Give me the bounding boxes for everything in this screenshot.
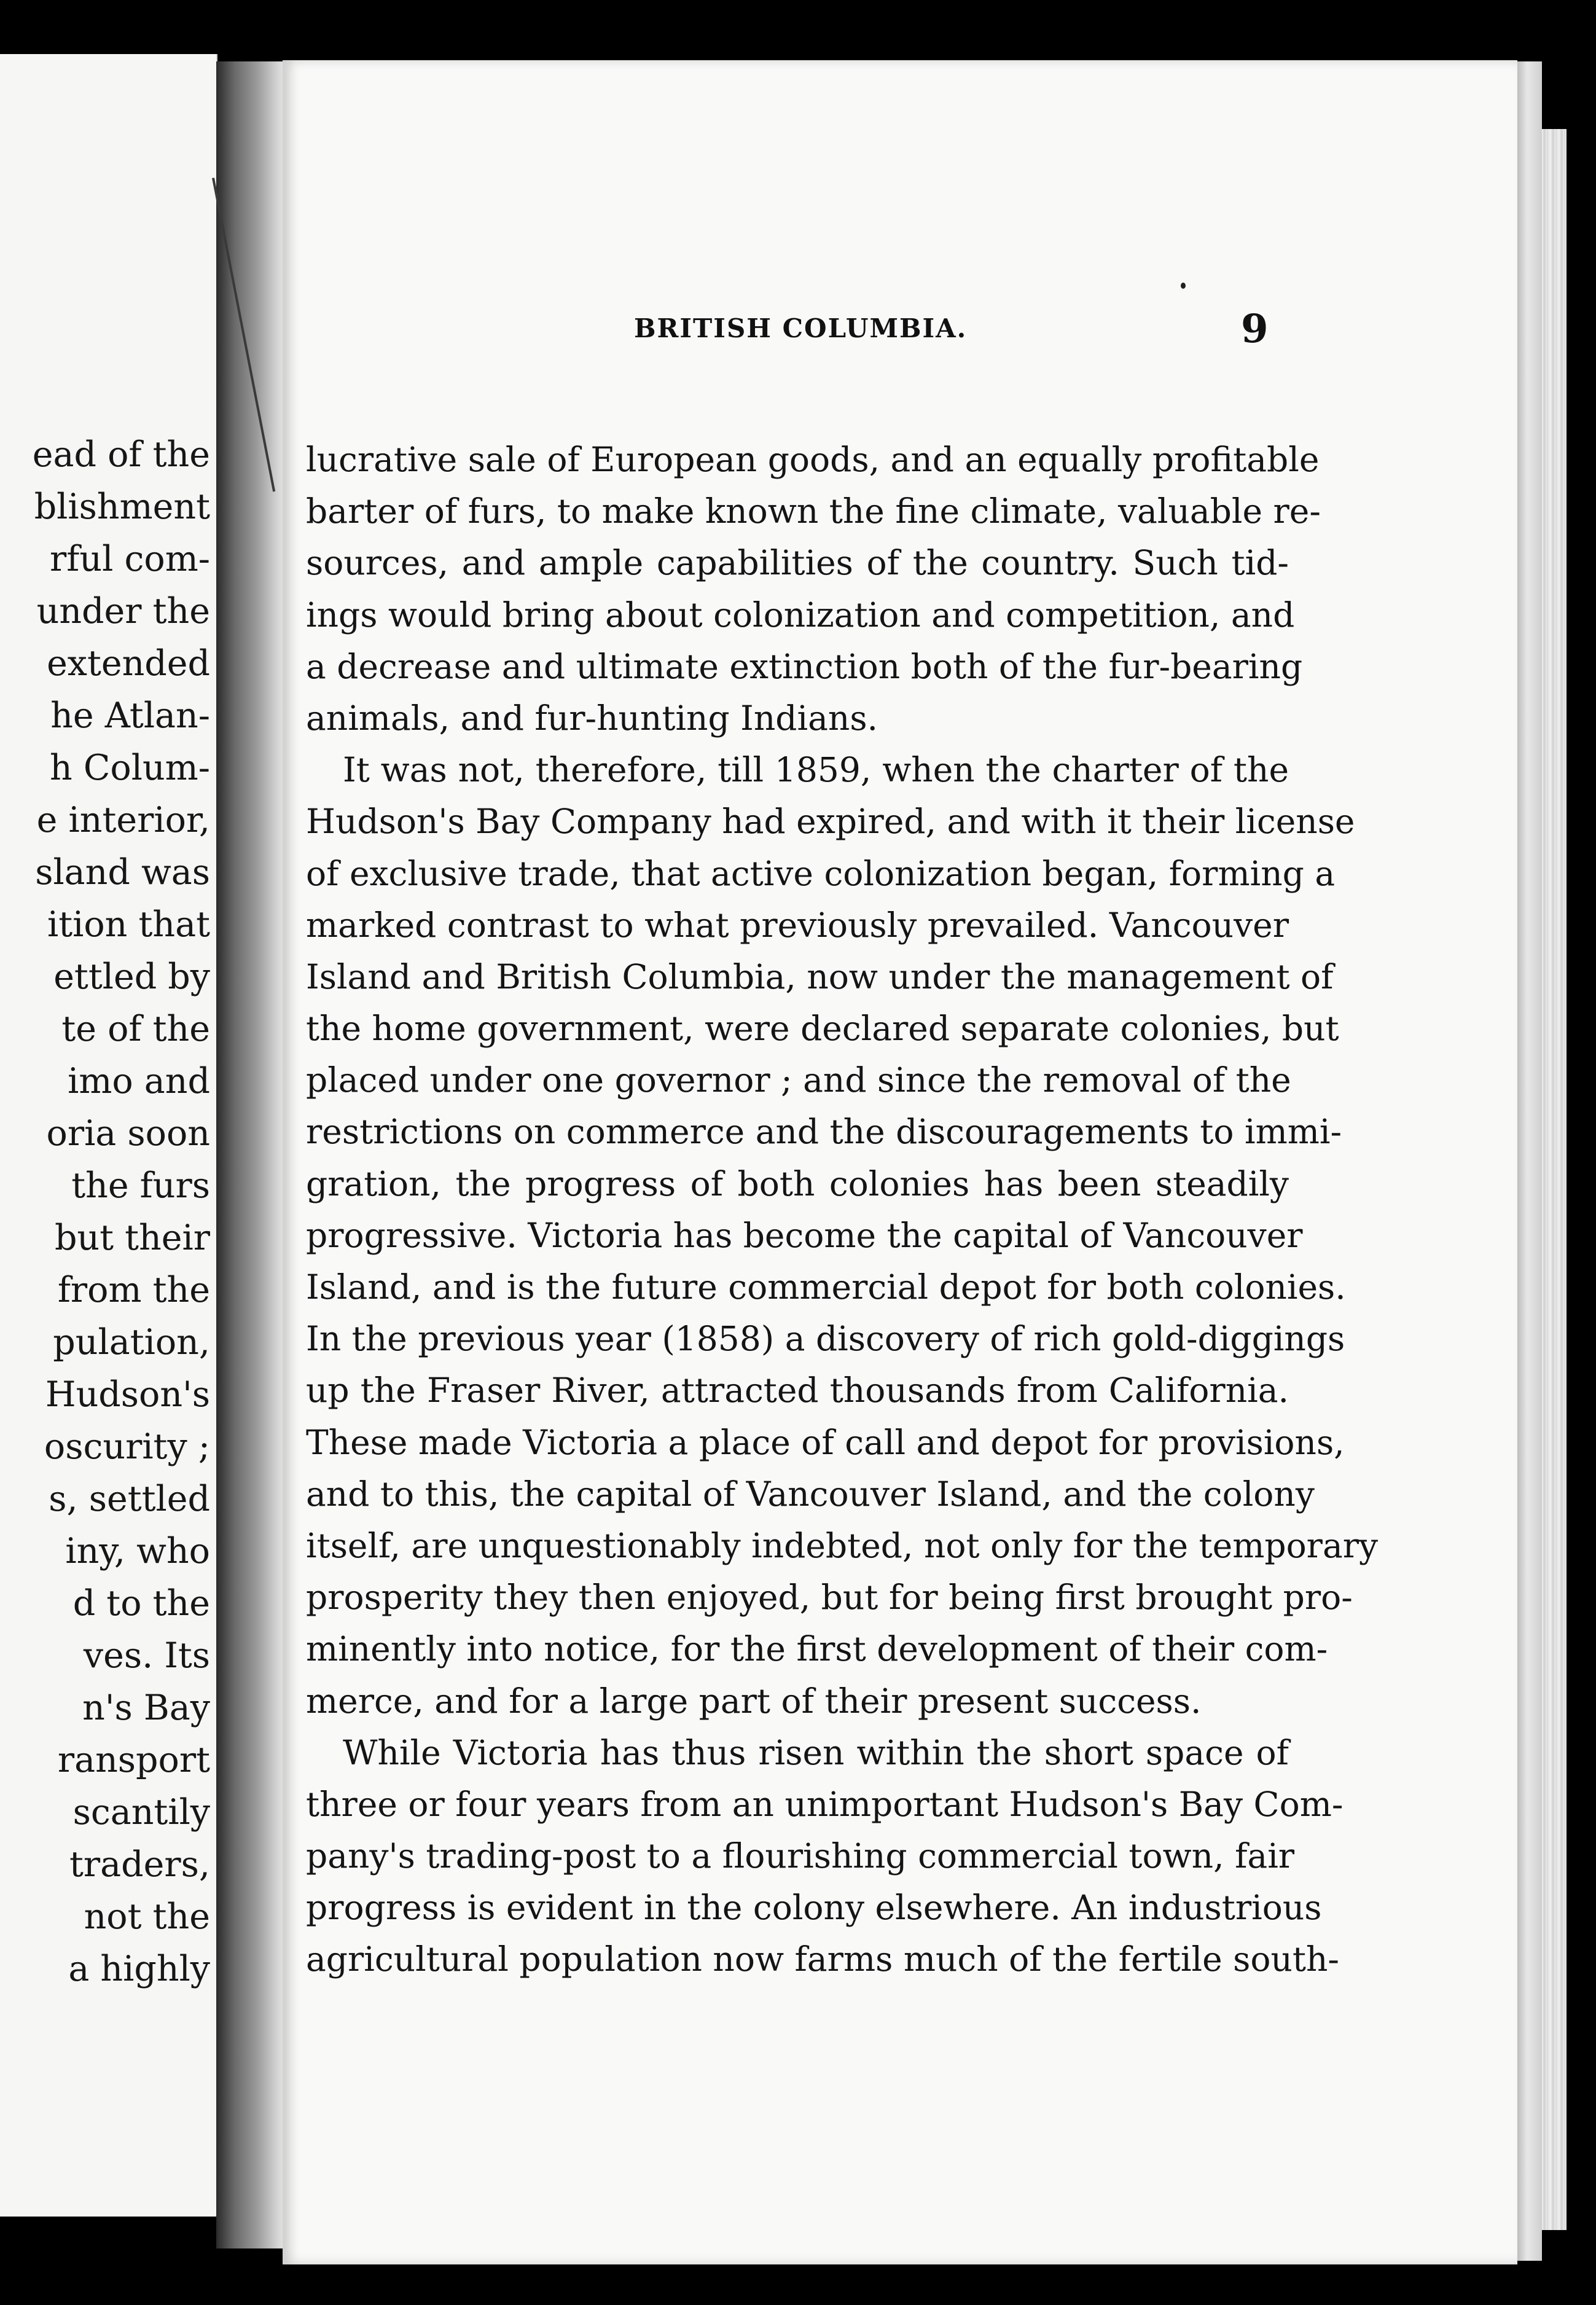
text-line: lucrative sale of European goods, and an equally profitable — [306, 440, 1320, 479]
left-page-line: imo and — [68, 1061, 210, 1102]
left-page-line: from the — [57, 1270, 210, 1310]
page-edge-shadow — [1517, 61, 1542, 2261]
text-line: and to this, the capital of Vancouver Island, and the colony — [306, 1474, 1315, 1514]
left-page-line: pulation, — [53, 1322, 210, 1363]
left-page-line: not the — [84, 1896, 210, 1937]
left-page-line: d to the — [72, 1583, 210, 1624]
left-page-line: rful com- — [50, 539, 210, 579]
left-page-text — [7, 429, 210, 1995]
left-page-line: a highly — [68, 1949, 210, 1989]
ink-speck — [1181, 283, 1186, 289]
left-page-line: ettled by — [53, 957, 210, 997]
running-title: BRITISH COLUMBIA. — [634, 313, 968, 343]
text-line: ings would bring about colonization and competition, and — [306, 595, 1295, 635]
left-page-line: te of the — [61, 1009, 210, 1049]
left-page-line: traders, — [69, 1844, 210, 1885]
left-page-line: scantily — [72, 1792, 210, 1833]
text-line: While Victoria has thus risen within the short space of — [343, 1732, 1289, 1772]
text-line: prosperity they then enjoyed, but for being first brought pro- — [306, 1578, 1353, 1618]
left-page-line: but their — [54, 1218, 210, 1258]
text-line: the home government, were declared separate colonies, but — [306, 1009, 1339, 1049]
text-line: progressive. Victoria has become the capital of Vancouver — [306, 1215, 1303, 1255]
text-line: Island, and is the future commercial depot for both colonies. — [306, 1267, 1346, 1307]
text-line: It was not, therefore, till 1859, when the charter of the — [343, 750, 1289, 790]
text-line: pany's trading-post to a flourishing commercial town, fair — [306, 1836, 1295, 1876]
left-page-line: ition that — [47, 904, 210, 945]
left-page-line: s, settled — [49, 1479, 210, 1519]
text-line: gration, the progress of both colonies has been steadily — [306, 1164, 1289, 1203]
text-line: Island and British Columbia, now under the management of — [306, 957, 1334, 996]
text-line: merce, and for a large part of their present success. — [306, 1681, 1202, 1721]
text-line: a decrease and ultimate extinction both of the fur-bearing — [306, 646, 1303, 686]
page-number: 9 — [1241, 306, 1269, 352]
text-line: marked contrast to what previously prevailed. Vancouver — [306, 905, 1289, 945]
left-page-line: blishment — [34, 487, 210, 527]
text-line: minently into notice, for the first development of their com- — [306, 1629, 1328, 1669]
text-line: progress is evident in the colony elsewhere. An industrious — [306, 1888, 1322, 1928]
main-page — [283, 60, 1517, 2264]
left-page-line: ves. Its — [83, 1635, 210, 1676]
text-line: sources, and ample capabilities of the country. Such tid- — [306, 543, 1289, 583]
text-line: These made Victoria a place of call and depot for provisions, — [306, 1422, 1345, 1462]
left-page-line: Hudson's — [45, 1374, 210, 1415]
left-page-line: ead of the — [32, 434, 210, 475]
text-line: placed under one governor ; and since the removal of the — [306, 1060, 1291, 1100]
left-page — [0, 54, 217, 2217]
left-page-line: ransport — [57, 1740, 210, 1780]
left-page-line: n's Bay — [82, 1688, 210, 1728]
text-line: barter of furs, to make known the fine climate, valuable re- — [306, 491, 1321, 531]
left-page-line: extended — [47, 643, 210, 684]
left-page-line: the furs — [71, 1165, 210, 1206]
left-page-line: under the — [36, 591, 210, 632]
left-page-line: e interior, — [36, 800, 210, 840]
text-line: up the Fraser River, attracted thousands from California. — [306, 1371, 1289, 1411]
left-page-line: sland was — [35, 852, 210, 893]
body-text — [306, 434, 1379, 1986]
left-page-line: h Colum- — [49, 748, 210, 788]
text-line: itself, are unquestionably indebted, not only for the temporary — [306, 1525, 1379, 1565]
text-line: agricultural population now farms much of the fertile south- — [306, 1939, 1339, 1979]
left-page-line: iny, who — [65, 1531, 210, 1571]
text-line: of exclusive trade, that active colonization began, forming a — [306, 853, 1336, 893]
text-line: Hudson's Bay Company had expired, and with it their license — [306, 802, 1355, 842]
text-line: In the previous year (1858) a discovery of rich gold-diggings — [306, 1319, 1345, 1359]
left-page-line: oria soon — [46, 1113, 210, 1154]
left-page-line: he Atlan- — [50, 695, 210, 736]
running-head — [283, 306, 1517, 361]
text-line: three or four years from an unimportant Hudson's Bay Com- — [306, 1784, 1344, 1824]
text-line: restrictions on commerce and the discouragements to immi- — [306, 1112, 1342, 1152]
left-page-line: oscurity ; — [44, 1426, 210, 1467]
text-line: animals, and fur-hunting Indians. — [306, 698, 878, 738]
